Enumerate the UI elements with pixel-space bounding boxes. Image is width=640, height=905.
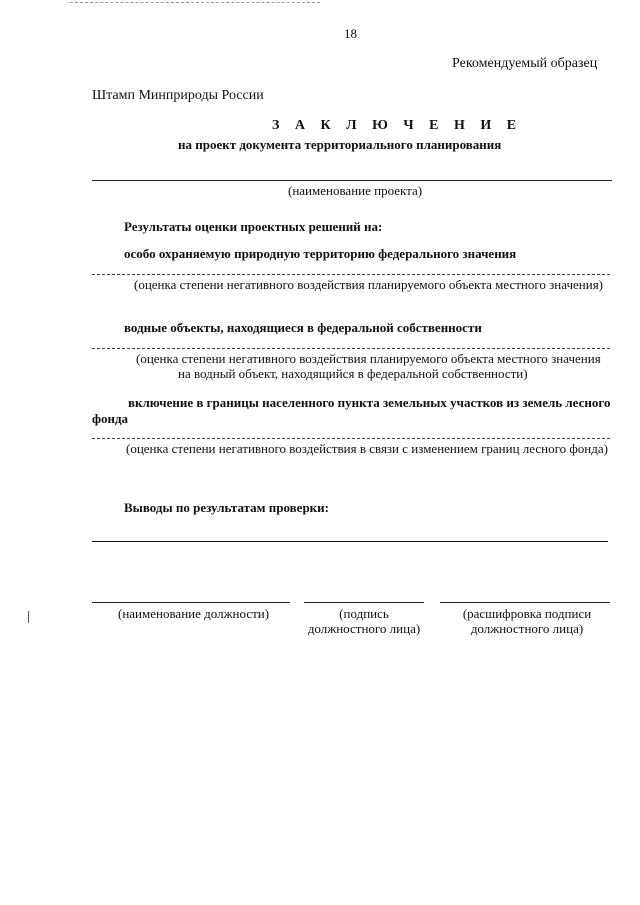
section2-caption-line2: на водный объект, находящийся в федеральной собственности): [178, 366, 528, 381]
position-line: [92, 602, 290, 603]
section2-heading: водные объекты, находящиеся в федеральной собственности: [124, 320, 482, 335]
section1-heading: особо охраняемую природную территорию федерального значения: [124, 246, 517, 261]
conclusions-line: [92, 541, 608, 542]
section1-line: [92, 274, 610, 275]
recommended-sample-label: Рекомендуемый образец: [452, 56, 598, 71]
section2-caption-line1: (оценка степени негативного воздействия планируемого объекта местного значения: [136, 351, 601, 366]
stamp-label: Штамп Минприроды России: [92, 88, 264, 103]
project-name-caption: (наименование проекта): [288, 183, 423, 198]
scan-top-edge: [70, 2, 320, 3]
decoding-line: [440, 602, 610, 603]
position-caption: (наименование должности): [118, 606, 270, 621]
project-name-line: [92, 180, 612, 181]
section1-caption: (оценка степени негативного воздействия планируемого объекта местного значения): [134, 277, 604, 292]
decoding-caption-line2: должностного лица): [470, 621, 584, 636]
results-heading: Результаты оценки проектных решений на:: [124, 219, 383, 234]
scan-artifact-mark: [28, 611, 29, 623]
document-title: З А К Л Ю Ч Е Н И Е: [272, 118, 523, 133]
section3-caption: (оценка степени негативного воздействия в связи с изменением границ лесного фонда): [126, 441, 608, 456]
signature-line: [304, 602, 424, 603]
signature-caption-line1: (подпись: [339, 606, 389, 621]
section3-heading-line1: включение в границы населенного пункта земельных участков из земель лесного: [128, 395, 611, 410]
page-number: 18: [344, 26, 357, 41]
section3-heading-line2: фонда: [92, 411, 129, 426]
document-subtitle: на проект документа территориального планирования: [178, 137, 502, 152]
decoding-caption-line1: (расшифровка подписи: [462, 606, 592, 621]
section2-line: [92, 348, 610, 349]
section3-line: [92, 438, 610, 439]
conclusions-heading: Выводы по результатам проверки:: [124, 500, 329, 515]
signature-caption-line2: должностного лица): [307, 621, 421, 636]
